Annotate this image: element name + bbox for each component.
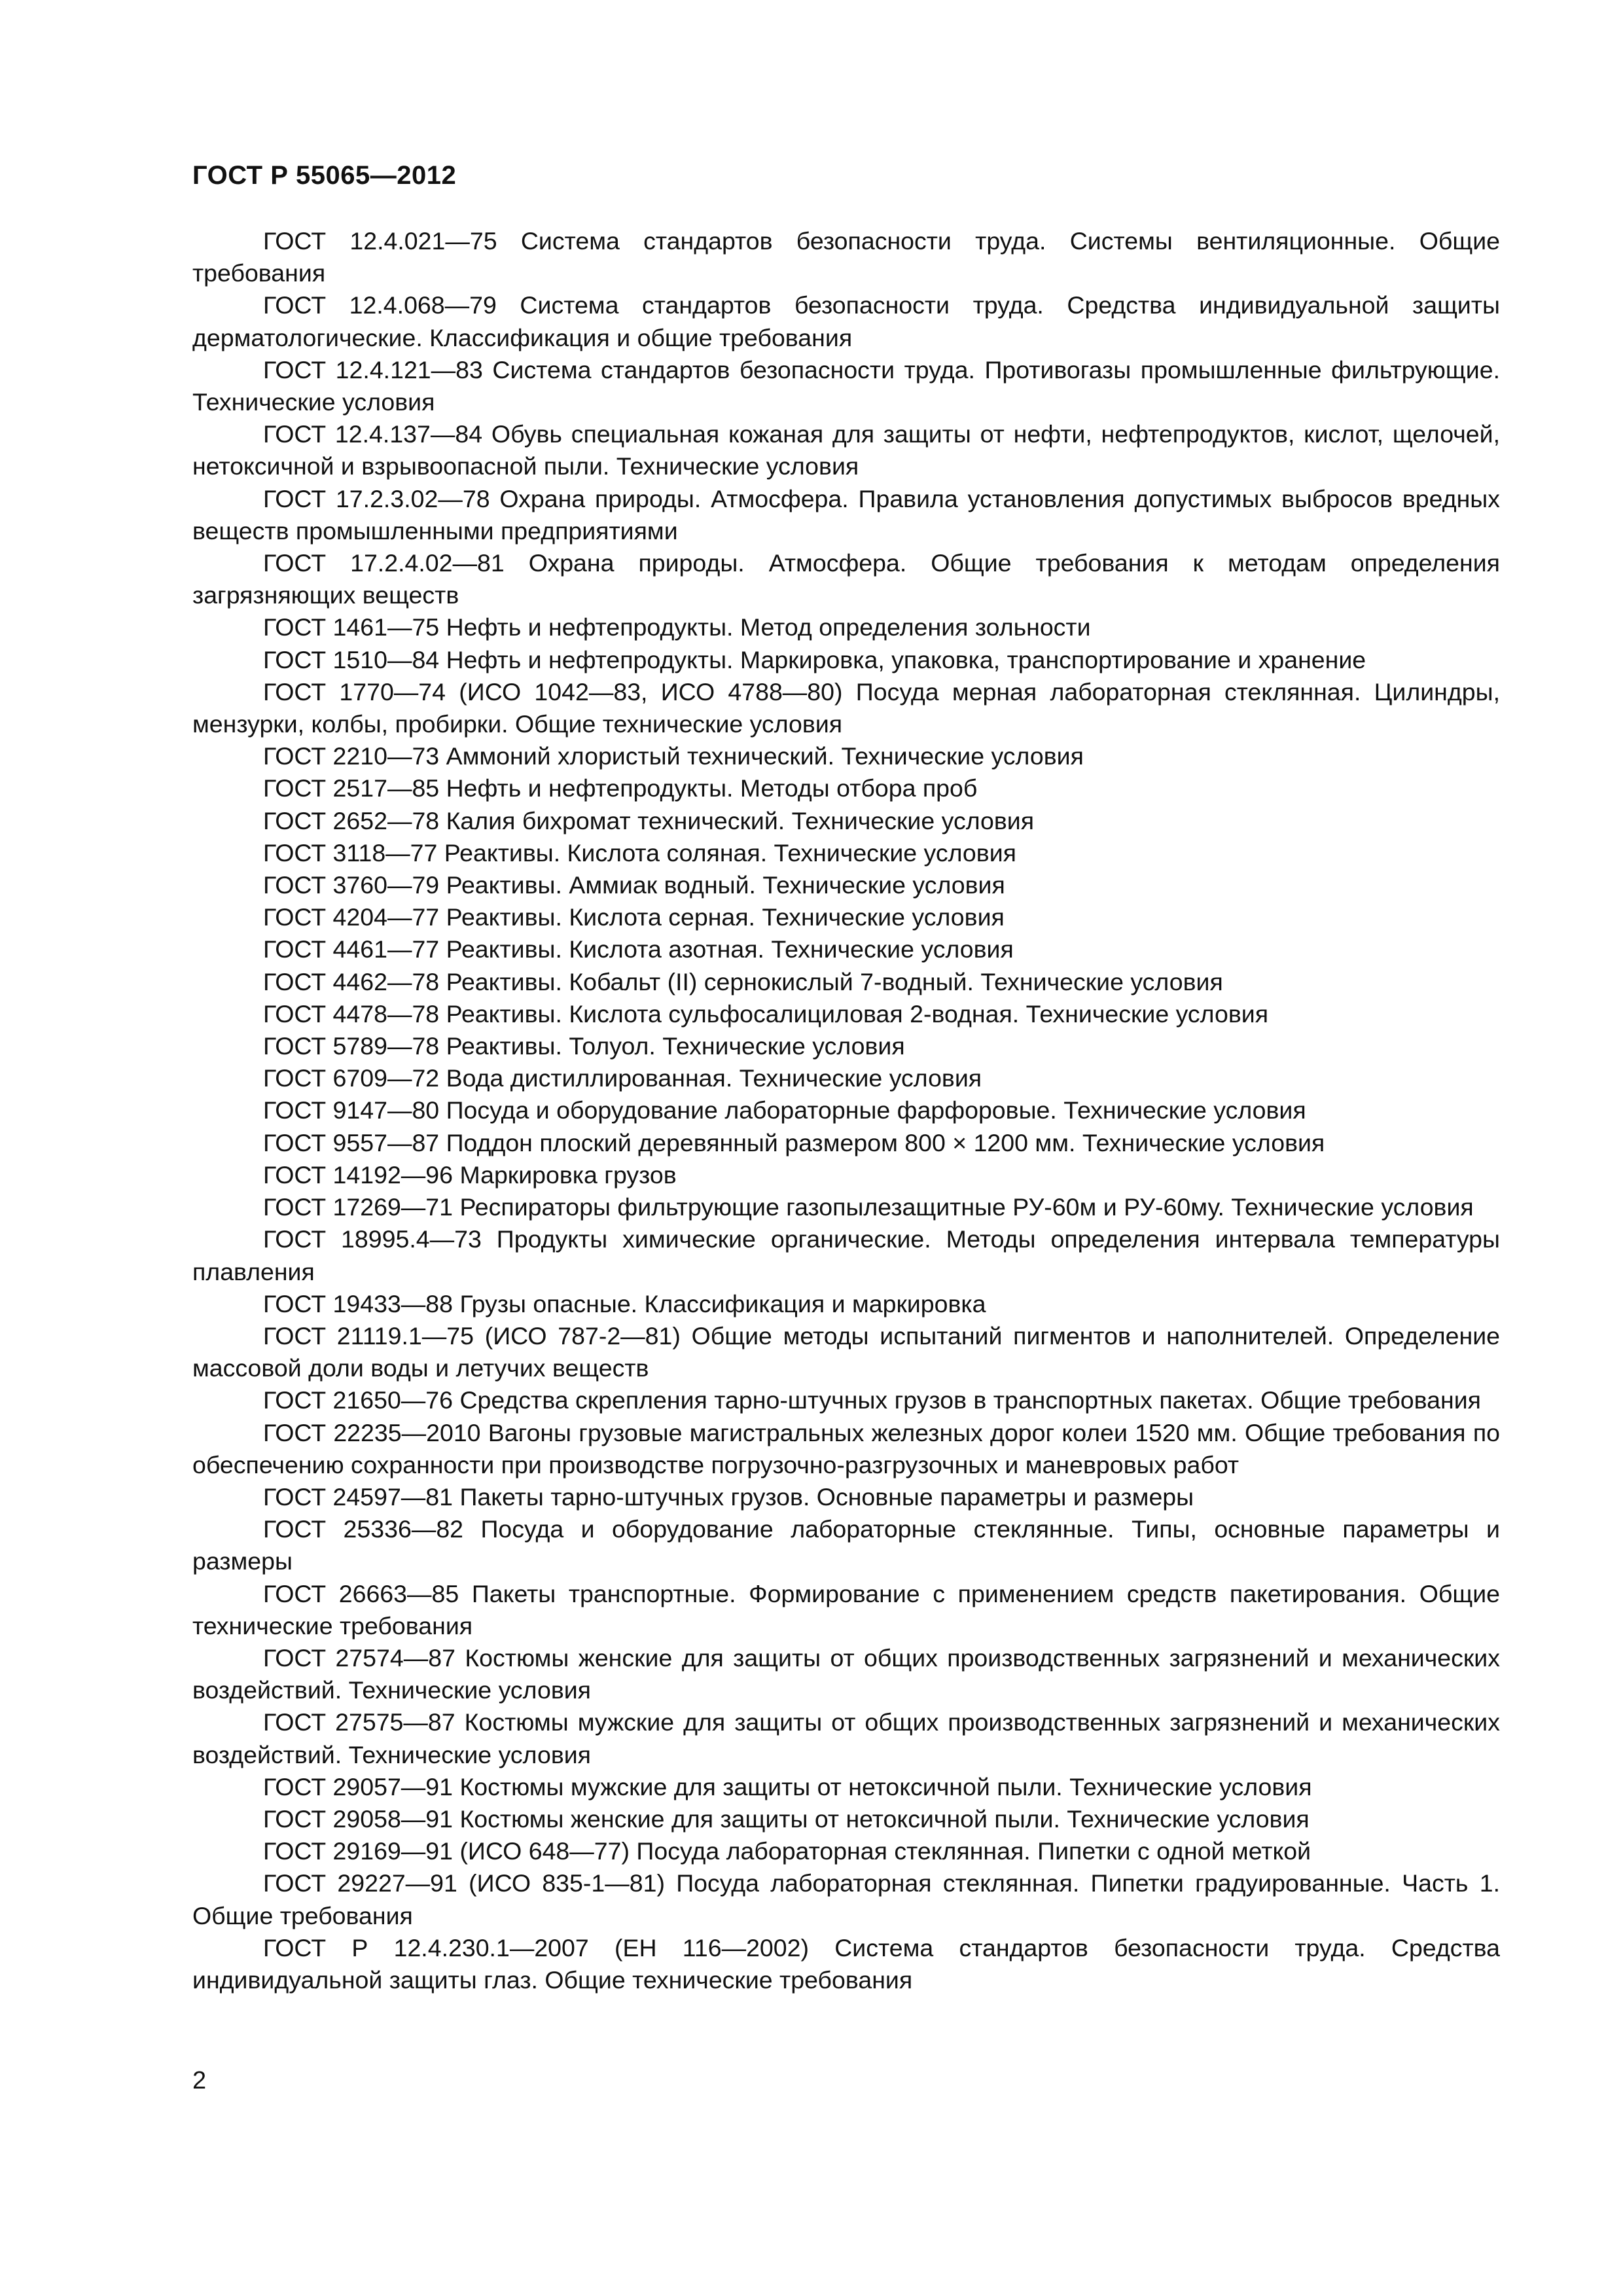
reference-item: ГОСТ 29227—91 (ИСО 835-1—81) Посуда лабораторная стеклянная. Пипетки градуированные. Часть 1. Общие требования	[192, 1869, 1500, 1929]
reference-item: ГОСТ 26663—85 Пакеты транспортные. Формирование с применением средств пакетирования. Общие технические требования	[192, 1579, 1500, 1640]
reference-item: ГОСТ 4461—77 Реактивы. Кислота азотная. Технические условия	[263, 935, 1014, 963]
reference-item: ГОСТ 12.4.121—83 Система стандартов безопасности труда. Противогазы промышленные фильтрующие. Технические условия	[192, 355, 1500, 416]
reference-item: ГОСТ Р 12.4.230.1—2007 (ЕН 116—2002) Система стандартов безопасности труда. Средства индивидуальной защиты глаз. Общие технические требования	[192, 1933, 1500, 1994]
reference-item: ГОСТ 29169—91 (ИСО 648—77) Посуда лабораторная стеклянная. Пипетки с одной меткой	[263, 1837, 1311, 1865]
reference-item: ГОСТ 22235—2010 Вагоны грузовые магистральных железных дорог колеи 1520 мм. Общие требования по обеспечению сохранности при производстве погрузочно-разгрузочных и маневровых работ	[192, 1418, 1500, 1479]
reference-item: ГОСТ 3118—77 Реактивы. Кислота соляная. Технические условия	[263, 838, 1016, 867]
reference-item: ГОСТ 9147—80 Посуда и оборудование лабораторные фарфоровые. Технические условия	[263, 1096, 1306, 1124]
reference-item: ГОСТ 21650—76 Средства скрепления тарно-штучных грузов в транспортных пакетах. Общие требования	[263, 1386, 1481, 1414]
reference-item: ГОСТ 29057—91 Костюмы мужские для защиты от нетоксичной пыли. Технические условия	[263, 1772, 1312, 1801]
reference-item: ГОСТ 1461—75 Нефть и нефтепродукты. Метод определения зольности	[263, 613, 1091, 641]
reference-item: ГОСТ 4204—77 Реактивы. Кислота серная. Технические условия	[263, 903, 1005, 931]
reference-item: ГОСТ 14192—96 Маркировка грузов	[263, 1160, 677, 1189]
reference-item: ГОСТ 9557—87 Поддон плоский деревянный размером 800 × 1200 мм. Технические условия	[263, 1128, 1325, 1157]
page-number: 2	[192, 2067, 207, 2094]
reference-item: ГОСТ 17.2.4.02—81 Охрана природы. Атмосфера. Общие требования к методам определения загрязняющих веществ	[192, 549, 1500, 609]
reference-item: ГОСТ 2210—73 Аммоний хлористый технический. Технические условия	[263, 742, 1084, 770]
reference-item: ГОСТ 27575—87 Костюмы мужские для защиты от общих производственных загрязнений и механических воздействий. Технические условия	[192, 1708, 1500, 1768]
reference-item: ГОСТ 12.4.021—75 Система стандартов безопасности труда. Системы вентиляционные. Общие требования	[192, 227, 1500, 287]
reference-item: ГОСТ 17269—71 Респираторы фильтрующие газопылезащитные РУ-60м и РУ-60му. Технические условия	[263, 1193, 1474, 1221]
reference-item: ГОСТ 2517—85 Нефть и нефтепродукты. Методы отбора проб	[263, 774, 978, 802]
reference-item: ГОСТ 4478—78 Реактивы. Кислота сульфосалициловая 2-водная. Технические условия	[263, 999, 1269, 1028]
reference-item: ГОСТ 3760—79 Реактивы. Аммиак водный. Технические условия	[263, 871, 1005, 899]
reference-item: ГОСТ 29058—91 Костюмы женские для защиты от нетоксичной пыли. Технические условия	[263, 1804, 1310, 1833]
reference-item: ГОСТ 6709—72 Вода дистиллированная. Технические условия	[263, 1064, 982, 1092]
reference-item: ГОСТ 19433—88 Грузы опасные. Классификация и маркировка	[263, 1289, 986, 1318]
reference-item: ГОСТ 12.4.068—79 Система стандартов безопасности труда. Средства индивидуальной защиты дерматологические. Классификация и общие требования	[192, 291, 1500, 351]
reference-item: ГОСТ 5789—78 Реактивы. Толуол. Технические условия	[263, 1032, 905, 1060]
normative-references-list	[192, 225, 1500, 1996]
reference-item: ГОСТ 4462—78 Реактивы. Кобальт (II) сернокислый 7-водный. Технические условия	[263, 967, 1223, 996]
reference-item: ГОСТ 18995.4—73 Продукты химические органические. Методы определения интервала температуры плавления	[192, 1225, 1500, 1285]
reference-item: ГОСТ 1510—84 Нефть и нефтепродукты. Маркировка, упаковка, транспортирование и хранение	[263, 645, 1366, 673]
reference-item: ГОСТ 1770—74 (ИСО 1042—83, ИСО 4788—80) Посуда мерная лабораторная стеклянная. Цилиндры, мензурки, колбы, пробирки. Общие технические условия	[192, 677, 1500, 738]
reference-item: ГОСТ 21119.1—75 (ИСО 787-2—81) Общие методы испытаний пигментов и наполнителей. Определение массовой доли воды и летучих веществ	[192, 1321, 1500, 1382]
reference-item: ГОСТ 24597—81 Пакеты тарно-штучных грузов. Основные параметры и размеры	[263, 1482, 1194, 1511]
document-title: ГОСТ Р 55065—2012	[192, 161, 457, 190]
reference-item: ГОСТ 2652—78 Калия бихромат технический. Технические условия	[263, 806, 1035, 834]
reference-item: ГОСТ 12.4.137—84 Обувь специальная кожаная для защиты от нефти, нефтепродуктов, кислот, щелочей, нетоксичной и взрывоопасной пыли. Технические условия	[192, 420, 1500, 480]
reference-item: ГОСТ 17.2.3.02—78 Охрана природы. Атмосфера. Правила установления допустимых выбросов вредных веществ промышленными предприятиями	[192, 484, 1500, 545]
reference-item: ГОСТ 27574—87 Костюмы женские для защиты от общих производственных загрязнений и механических воздействий. Технические условия	[192, 1643, 1500, 1704]
reference-item: ГОСТ 25336—82 Посуда и оборудование лабораторные стеклянные. Типы, основные параметры и размеры	[192, 1515, 1500, 1575]
